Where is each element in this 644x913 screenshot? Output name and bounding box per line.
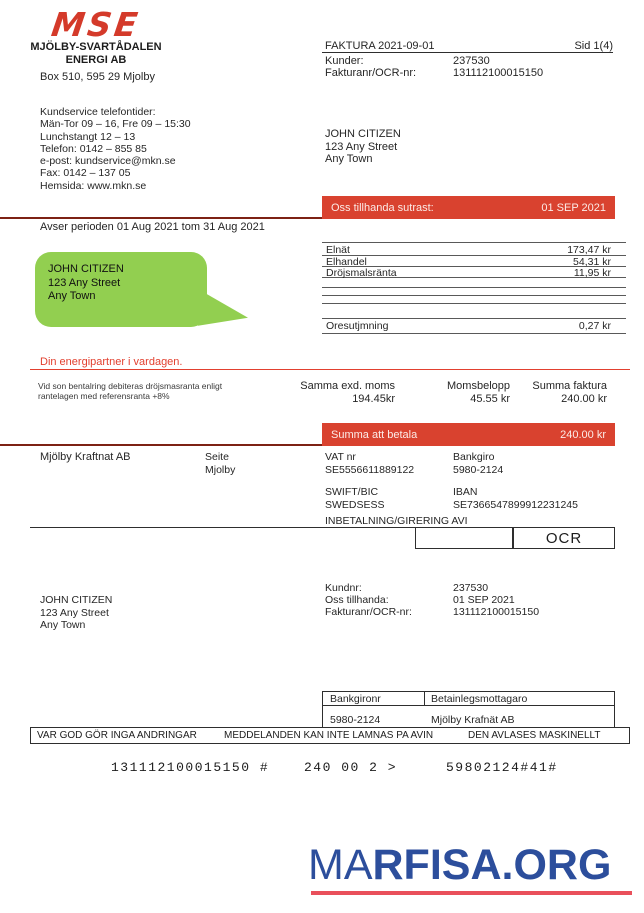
line-item-label: Elhandel [326, 256, 367, 268]
footer-strip [30, 727, 630, 744]
giro-box-divider [424, 691, 425, 705]
invoice-number-value: 131112100015150 [453, 67, 544, 79]
line-item-amount: 173,47 kr [567, 244, 611, 256]
vat-number-label: VAT nr [325, 451, 356, 463]
total-value: 240.00 kr [561, 392, 607, 405]
customer-service-block [40, 106, 191, 192]
company-po-box: Box 510, 595 29 Mjolby [40, 71, 155, 83]
item-rule [322, 242, 626, 243]
giro-payee-header: Betainlegsmottagaro [431, 693, 528, 705]
bankgiro-value: 5980-2124 [453, 463, 504, 476]
item-rule [322, 333, 626, 334]
iban-value: SE7366547899912231245 [453, 498, 578, 511]
fold-line [0, 217, 322, 219]
late-note-line2: rantelagen med referensranta +8% [38, 391, 170, 401]
marfisa-logo [308, 842, 638, 889]
avi-heading: INBETALNING/GIRERING AVI [325, 515, 468, 527]
line-item-label: Dröjsmalsränta [326, 267, 397, 279]
bubble-name: JOHN CITIZEN [48, 263, 124, 275]
vat-number-value: SE5556611889122 [325, 463, 415, 476]
slip-tillhanda-value: 01 SEP 2021 [453, 594, 515, 606]
address-bubble-tail [198, 289, 248, 329]
late-payment-note [38, 381, 222, 401]
slip-kundnr-value: 237530 [453, 582, 489, 594]
customer-number-label: Kunder: [325, 55, 364, 67]
tagline-rule [30, 369, 630, 370]
giro-number-value: 5980-2124 [330, 714, 381, 726]
slip-fakturanr-value: 131112100015150 [453, 606, 540, 618]
late-note-line1: Vid son bentalring debiteras dröjsmasranta enligt [38, 381, 223, 391]
line-item-amount: 0,27 kr [578, 320, 611, 332]
contact-line: Kundservice telefontider: [40, 106, 156, 118]
tagline: Din energipartner i vardagen. [40, 356, 183, 368]
ocr-box-label: OCR [545, 529, 583, 547]
contact-line: Lunchstangt 12 – 13 [40, 130, 136, 143]
page-number: Sid 1(4) [574, 40, 613, 52]
amount-to-pay-banner [322, 423, 615, 446]
strip-text-no-changes: VAR GOD GÖR INGA ANDRINGAR [37, 730, 197, 741]
code-line-amount: 240 00 2 > [304, 760, 398, 775]
marfisa-logo-light: MA [308, 841, 373, 889]
due-date-banner [322, 196, 615, 219]
recipient-name: JOHN CITIZEN [325, 128, 401, 140]
customer-number-value: 237530 [453, 55, 490, 67]
recipient-city: Any Town [325, 153, 373, 165]
fold-line [0, 444, 322, 446]
pay-banner-value: 240.00 kr [560, 428, 606, 441]
vat-amount-value: 45.55 kr [470, 392, 510, 405]
item-rule [322, 295, 626, 296]
totals-total [492, 380, 607, 405]
line-item-amount: 54,31 kr [573, 256, 611, 268]
marfisa-logo-underline [311, 891, 632, 895]
pay-banner-label: Summa att betala [331, 428, 418, 441]
company-name-line2: ENERGI AB [65, 53, 127, 66]
swift-block [325, 486, 385, 511]
marfisa-logo-bold: RFISA.ORG [372, 841, 612, 889]
slip-kundnr-label: Kundnr: [325, 582, 362, 594]
billing-period: Avser perioden 01 Aug 2021 tom 31 Aug 2021 [40, 221, 265, 233]
slip-recipient-street: 123 Any Street [40, 606, 109, 619]
due-date-value: 01 SEP 2021 [541, 201, 606, 214]
iban-label: IBAN [453, 486, 478, 498]
code-line-account: 59802124#41# [446, 760, 558, 775]
excl-vat-label: Samma exd. moms [300, 380, 395, 392]
slip-tillhanda-label: Oss tillhanda: [325, 594, 389, 606]
invoice-title: FAKTURA 2021-09-01 [325, 40, 435, 52]
item-rule [322, 318, 626, 319]
excl-vat-value: 194.45kr [352, 392, 395, 405]
header-rule [322, 52, 613, 53]
company-logo-block [18, 5, 174, 66]
contact-line: Hemsida: www.mkn.se [40, 179, 147, 192]
bubble-street: 123 Any Street [48, 276, 121, 289]
vat-amount-label: Momsbelopp [447, 380, 510, 392]
slip-fakturanr-label: Fakturanr/OCR-nr: [325, 606, 412, 618]
slip-recipient-name: JOHN CITIZEN [40, 594, 113, 606]
item-rule [322, 303, 626, 304]
total-label: Summa faktura [532, 380, 607, 392]
giro-box-header-rule [322, 705, 615, 706]
item-rule [322, 287, 626, 288]
amount-entry-box [415, 527, 513, 549]
iban-block [453, 486, 578, 511]
slip-recipient-city: Any Town [40, 619, 86, 631]
mse-logo-icon: MSE [49, 5, 143, 44]
ocr-box [513, 527, 615, 549]
code-line-ocr: 131112100015150 # [111, 760, 270, 775]
swift-value: SWEDSESS [325, 498, 385, 511]
strip-text-no-messages: MEDDELANDEN KAN INTE LAMNAS PA AVIN [224, 730, 434, 741]
giro-payee-value: Mjölby Krafnät AB [431, 714, 515, 726]
contact-line: e-post: kundservice@mkn.se [40, 155, 176, 168]
totals-excl-vat [245, 380, 395, 405]
company-name-line1: MJÖLBY-SVARTÅDALEN [30, 41, 162, 53]
strip-text-machine-read: DEN AVLASES MASKINELLT [468, 730, 601, 741]
bankgiro-block [453, 451, 503, 476]
site-label: Seite [205, 451, 229, 463]
contact-line: Män-Tor 09 – 16, Fre 09 – 15:30 [40, 118, 191, 131]
recipient-street: 123 Any Street [325, 140, 398, 153]
recipient-address [325, 128, 401, 166]
address-bubble-text [48, 263, 124, 304]
slip-recipient-address [40, 594, 112, 632]
bankgiro-label: Bankgiro [453, 451, 495, 463]
vat-number-block [325, 451, 414, 476]
bubble-city: Any Town [48, 290, 96, 302]
network-company: Mjölby Kraftnat AB [40, 451, 131, 463]
site-block [205, 451, 235, 476]
site-value: Mjolby [205, 463, 236, 476]
giro-number-header: Bankgironr [330, 693, 381, 705]
contact-line: Fax: 0142 – 137 05 [40, 167, 131, 180]
swift-label: SWIFT/BIC [325, 486, 379, 498]
invoice-number-label: Fakturanr/OCR-nr: [325, 67, 417, 79]
line-item-label: Elnät [326, 244, 350, 256]
line-item-label: Oresutjmning [326, 320, 389, 332]
due-date-label: Oss tillhanda sutrast: [331, 201, 434, 214]
contact-line: Telefon: 0142 – 855 85 [40, 142, 147, 155]
line-item-amount: 11,95 kr [573, 267, 611, 279]
